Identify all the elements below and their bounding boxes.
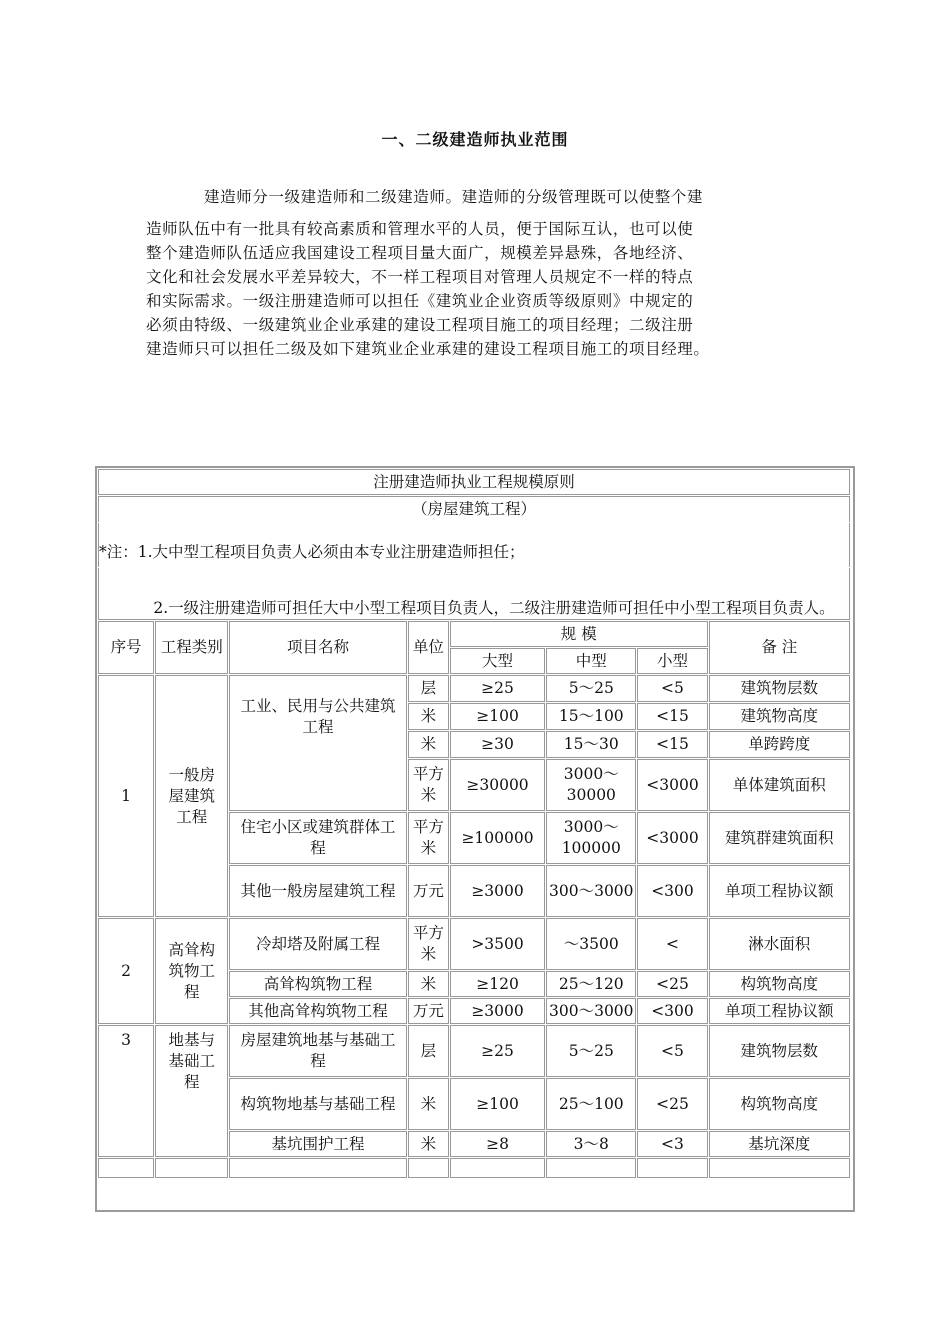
cell-small: <25: [637, 971, 707, 997]
cell-remark: 建筑物层数: [709, 675, 850, 702]
project-name: 冷却塔及附属工程: [229, 918, 406, 970]
cell-small: <300: [637, 998, 707, 1024]
cell-unit: 平方米: [408, 759, 449, 811]
project-name: 高耸构筑物工程: [229, 971, 406, 997]
cell-small: <3: [637, 1131, 707, 1157]
header-unit: 单位: [408, 621, 449, 674]
cell-large: ≥30: [450, 731, 545, 758]
cell-large: ≥3000: [450, 998, 545, 1024]
cell-medium: 5～25: [546, 1025, 636, 1077]
cell-small: <5: [637, 675, 707, 702]
cell-remark: 基坑深度: [709, 1131, 850, 1157]
cell-large: ≥3000: [450, 865, 545, 917]
cell-medium: 5～25: [546, 675, 636, 702]
cell-unit: 平方米: [408, 918, 449, 970]
header-large: 大型: [450, 648, 545, 674]
cell-remark: 建筑物高度: [709, 703, 850, 730]
cell-unit: 米: [408, 731, 449, 758]
cell-unit: 米: [408, 1131, 449, 1157]
cell-small: <3000: [637, 759, 707, 811]
header-medium: 中型: [546, 648, 636, 674]
table-note-2: 2.一级注册建造师可担任大中小型工程项目负责人，二级注册建造师可担任中小型工程项目负责人。: [98, 568, 850, 620]
project-name: 工业、民用与公共建筑工程: [229, 675, 406, 811]
intro-line: 建造师只可以担任二级及如下建筑业企业承建的建设工程项目施工的项目经理。: [146, 340, 710, 358]
cell-remark: 构筑物高度: [709, 1078, 850, 1130]
cell-remark: 建筑物层数: [709, 1025, 850, 1077]
cell-remark: 单体建筑面积: [709, 759, 850, 811]
cell-large: ≥30000: [450, 759, 545, 811]
cell-large: ≥100: [450, 703, 545, 730]
cell-large: >3500: [450, 918, 545, 970]
header-remark: 备 注: [709, 621, 850, 674]
cell-medium: 300～3000: [546, 998, 636, 1024]
header-small: 小型: [637, 648, 707, 674]
table-continuation-cell: [637, 1158, 707, 1178]
cell-small: <15: [637, 703, 707, 730]
cell-medium: 3～8: [546, 1131, 636, 1157]
cell-large: ≥100000: [450, 812, 545, 864]
page-heading: 一、二级建造师执业范围: [381, 130, 569, 149]
header-scale: 规 模: [450, 621, 708, 647]
cell-small: <15: [637, 731, 707, 758]
table-continuation-cell: [450, 1158, 545, 1178]
cell-unit: 平方米: [408, 812, 449, 864]
intro-line: 必须由特级、一级建筑业企业承建的建设工程项目施工的项目经理；二级注册: [146, 316, 694, 334]
cell-small: <5: [637, 1025, 707, 1077]
cell-remark: 单项工程协议额: [709, 865, 850, 917]
group-seq: 1: [98, 675, 154, 917]
cell-large: ≥25: [450, 1025, 545, 1077]
cell-unit: 层: [408, 1025, 449, 1077]
scale-standards-table: [97, 468, 851, 1179]
cell-medium: 300～3000: [546, 865, 636, 917]
cell-large: ≥100: [450, 1078, 545, 1130]
cell-medium: 25～120: [546, 971, 636, 997]
cell-small: <: [637, 918, 707, 970]
intro-line: 文化和社会发展水平差异较大，不一样工程项目对管理人员规定不一样的特点: [146, 268, 694, 286]
cell-small: <25: [637, 1078, 707, 1130]
cell-large: ≥25: [450, 675, 545, 702]
cell-medium: ～3500: [546, 918, 636, 970]
intro-lines: [146, 217, 806, 361]
table-title: 注册建造师执业工程规模原则: [98, 469, 850, 495]
intro-line: 和实际需求。一级注册建造师可以担任《建筑业企业资质等级原则》中规定的: [146, 292, 694, 310]
header-project: 项目名称: [229, 621, 406, 674]
table-continuation-cell: [98, 1158, 154, 1178]
intro-line: 造师队伍中有一批具有较高素质和管理水平的人员，便于国际互认，也可以使: [146, 220, 694, 238]
cell-unit: 米: [408, 1078, 449, 1130]
table-continuation-cell: [546, 1158, 636, 1178]
project-name: 构筑物地基与基础工程: [229, 1078, 406, 1130]
table-continuation-cell: [229, 1158, 406, 1178]
cell-small: <3000: [637, 812, 707, 864]
cell-medium: 25～100: [546, 1078, 636, 1130]
cell-unit: 层: [408, 675, 449, 702]
cell-medium: 15～100: [546, 703, 636, 730]
project-name: 基坑围护工程: [229, 1131, 406, 1157]
table-continuation-cell: [709, 1158, 850, 1178]
cell-small: <300: [637, 865, 707, 917]
cell-large: ≥120: [450, 971, 545, 997]
project-name: 房屋建筑地基与基础工程: [229, 1025, 406, 1077]
cell-unit: 万元: [408, 998, 449, 1024]
cell-unit: 米: [408, 971, 449, 997]
table-continuation-cell: [408, 1158, 449, 1178]
intro-line: 整个建造师队伍适应我国建设工程项目量大面广，规模差异悬殊，各地经济、: [146, 244, 694, 262]
project-name: 其他一般房屋建筑工程: [229, 865, 406, 917]
table-note-1: *注：1.大中型工程项目负责人必须由本专业注册建造师担任；: [98, 523, 850, 567]
table-continuation-cell: [155, 1158, 228, 1178]
group-category: 地基与基础工程: [155, 1025, 228, 1157]
table-subtitle: （房屋建筑工程）: [98, 496, 850, 522]
project-name: 其他高耸构筑物工程: [229, 998, 406, 1024]
cell-remark: 构筑物高度: [709, 971, 850, 997]
cell-unit: 米: [408, 703, 449, 730]
cell-medium: 15～30: [546, 731, 636, 758]
project-name: 住宅小区或建筑群体工程: [229, 812, 406, 864]
cell-remark: 淋水面积: [709, 918, 850, 970]
cell-medium: 3000～100000: [546, 812, 636, 864]
cell-remark: 单跨跨度: [709, 731, 850, 758]
group-category: 高耸构筑物工程: [155, 918, 228, 1024]
scale-standards-table-frame: [95, 466, 855, 1212]
group-seq: 2: [98, 918, 154, 1024]
cell-medium: 3000～30000: [546, 759, 636, 811]
group-category: 一般房屋建筑工程: [155, 675, 228, 917]
cell-large: ≥8: [450, 1131, 545, 1157]
intro-first-line: 建造师分一级建造师和二级建造师。建造师的分级管理既可以使整个建: [204, 188, 704, 206]
cell-remark: 建筑群建筑面积: [709, 812, 850, 864]
group-seq: 3: [98, 1025, 154, 1157]
cell-unit: 万元: [408, 865, 449, 917]
header-seq: 序号: [98, 621, 154, 674]
header-category: 工程类别: [155, 621, 228, 674]
cell-remark: 单项工程协议额: [709, 998, 850, 1024]
